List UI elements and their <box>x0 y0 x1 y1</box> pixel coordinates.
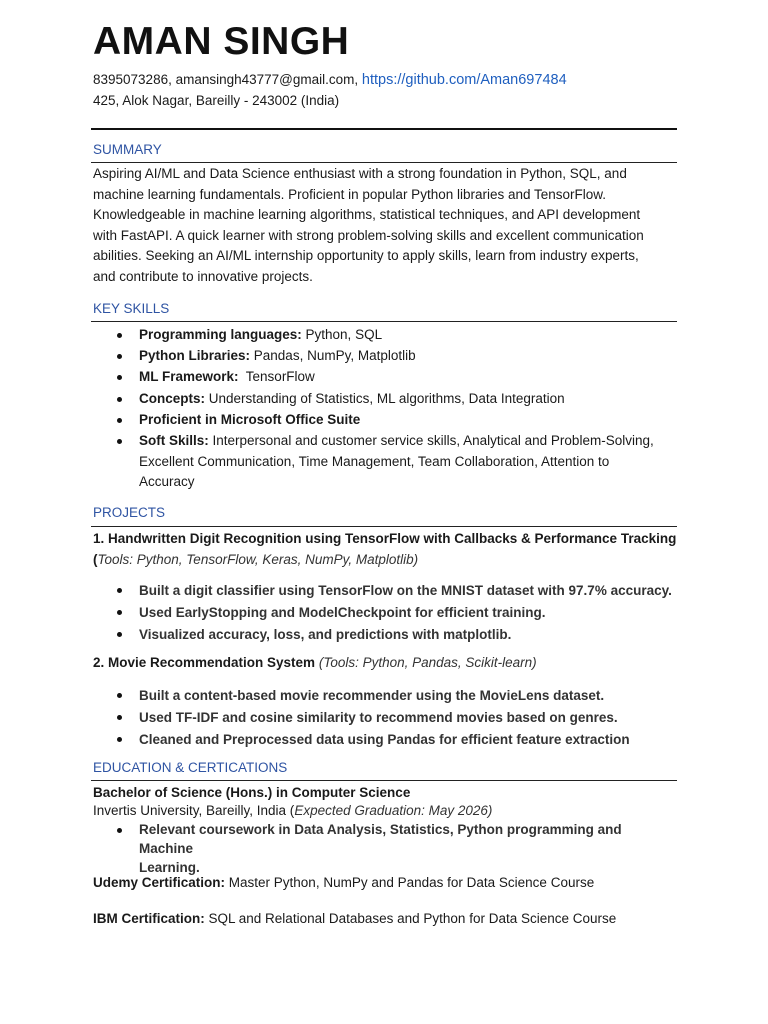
skills-heading: KEY SKILLS <box>93 301 170 316</box>
skills-divider <box>91 321 677 322</box>
skill-text: Excellent Communication, Time Management, Team Collaboration, Attention to <box>139 453 610 469</box>
cert-text: SQL and Relational Databases and Python for Data Science Course <box>204 911 617 926</box>
project-1-title: 1. Handwritten Digit Recognition using TensorFlow with Callbacks & Performance Tracking <box>93 531 677 546</box>
address: 425, Alok Nagar, Bareilly - 243002 (India) <box>93 93 340 108</box>
education-divider <box>91 780 677 781</box>
bullet-icon <box>117 693 122 698</box>
bullet-icon <box>117 610 122 615</box>
list-item <box>93 325 679 346</box>
projects-heading: PROJECTS <box>93 505 166 520</box>
skill-label: Python Libraries: <box>139 348 251 364</box>
bullet-text: Built a digit classifier using TensorFlow on the MNIST dataset with 97.7% accuracy. <box>139 583 672 598</box>
skill-label: Proficient in Microsoft Office Suite <box>139 411 361 427</box>
list-item <box>93 410 679 431</box>
skills-list <box>93 325 679 493</box>
cert-label: IBM Certification: <box>93 911 205 926</box>
udemy-certification <box>93 875 594 890</box>
bullet-text: Visualized accuracy, loss, and predictions with matplotlib. <box>139 627 512 643</box>
contact-line <box>93 72 567 88</box>
skill-label: Concepts: <box>139 390 206 406</box>
summary-line: and contribute to innovative projects. <box>93 268 313 284</box>
skill-text: Accuracy <box>139 474 195 490</box>
header-divider <box>91 128 677 130</box>
list-item <box>93 707 679 729</box>
list-item <box>93 389 679 410</box>
skill-label: ML Framework: <box>139 369 239 385</box>
skill-text: Python, SQL <box>301 327 383 342</box>
bullet-icon <box>117 632 122 637</box>
phone-email: 8395073286, amansingh43777@gmail.com, <box>93 72 362 87</box>
list-item <box>93 367 679 388</box>
summary-divider <box>91 162 677 163</box>
skill-text: TensorFlow <box>238 369 315 385</box>
bullet-icon <box>117 828 122 833</box>
bullet-text: Cleaned and Preprocessed data using Pandas for efficient feature extraction <box>139 732 630 748</box>
bullet-icon <box>117 354 122 359</box>
degree: Bachelor of Science (Hons.) in Computer Science <box>93 785 411 800</box>
summary-line: Aspiring AI/ML and Data Science enthusiast with a strong foundation in Python, SQL, and <box>93 166 627 181</box>
list-item <box>93 580 679 602</box>
bullet-icon <box>117 375 122 380</box>
bullet-icon <box>117 588 122 593</box>
list-item <box>93 685 679 707</box>
coursework-list <box>93 820 679 878</box>
candidate-name: AMAN SINGH <box>93 20 350 63</box>
skill-text: Pandas, NumPy, Matplotlib <box>250 348 416 364</box>
project-2-bullets <box>93 685 679 751</box>
bullet-text: Used EarlyStopping and ModelCheckpoint for efficient training. <box>139 605 546 621</box>
coursework-text: Relevant coursework in Data Analysis, Statistics, Python programming and Machine <box>139 822 622 856</box>
project-2-name: 2. Movie Recommendation System <box>93 655 316 670</box>
list-item <box>93 624 679 646</box>
skill-label: Soft Skills: <box>139 432 209 448</box>
bullet-text: Built a content-based movie recommender using the MovieLens dataset. <box>139 688 605 703</box>
bullet-icon <box>117 333 122 338</box>
cert-text: Master Python, NumPy and Pandas for Data Science Course <box>225 875 595 890</box>
list-item <box>93 602 679 624</box>
projects-divider <box>91 526 677 527</box>
tools-text: Tools: Python, TensorFlow, Keras, NumPy, Matplotlib) <box>97 552 419 567</box>
list-item <box>93 729 679 751</box>
github-link[interactable]: https://github.com/Aman697484 <box>361 72 567 88</box>
graduation-date: Expected Graduation: May 2026) <box>294 803 493 818</box>
project-2-title <box>93 655 537 670</box>
skill-text: Interpersonal and customer service skills, Analytical and Problem-Solving, <box>208 432 654 448</box>
summary-text <box>93 164 679 288</box>
project-1-bullets <box>93 580 679 646</box>
list-item <box>93 431 679 493</box>
coursework-text: Learning. <box>139 860 200 875</box>
bullet-icon <box>117 715 122 720</box>
bullet-icon <box>117 418 122 423</box>
summary-line: machine learning fundamentals. Proficient in popular Python libraries and TensorFlow. <box>93 186 607 202</box>
bullet-text: Used TF-IDF and cosine similarity to recommend movies based on genres. <box>139 710 618 726</box>
tools-text: (Tools: Python, Pandas, Scikit-learn) <box>315 655 537 670</box>
list-item <box>93 820 679 877</box>
bullet-icon <box>117 439 122 444</box>
list-item <box>93 346 679 367</box>
summary-line: Knowledgeable in machine learning algorithms, statistical techniques, and API development <box>93 207 641 223</box>
bullet-icon <box>117 737 122 742</box>
summary-line: abilities. Seeking an AI/ML internship opportunity to apply skills, learn from industry experts, <box>93 248 639 264</box>
tools-paren: ( <box>93 552 98 567</box>
skill-label: Programming languages: <box>139 327 302 342</box>
education-heading: EDUCATION & CERTICATIONS <box>93 760 288 775</box>
skill-text: Understanding of Statistics, ML algorithms, Data Integration <box>205 390 565 406</box>
summary-heading: SUMMARY <box>93 142 162 157</box>
university-name: Invertis University, Bareilly, India ( <box>93 803 295 818</box>
ibm-certification <box>93 911 616 926</box>
cert-label: Udemy Certification: <box>93 875 226 890</box>
summary-line: with FastAPI. A quick learner with strong problem-solving skills and excellent communication <box>93 227 644 243</box>
bullet-icon <box>117 397 122 402</box>
university <box>93 803 492 818</box>
project-1-tools <box>93 552 418 567</box>
